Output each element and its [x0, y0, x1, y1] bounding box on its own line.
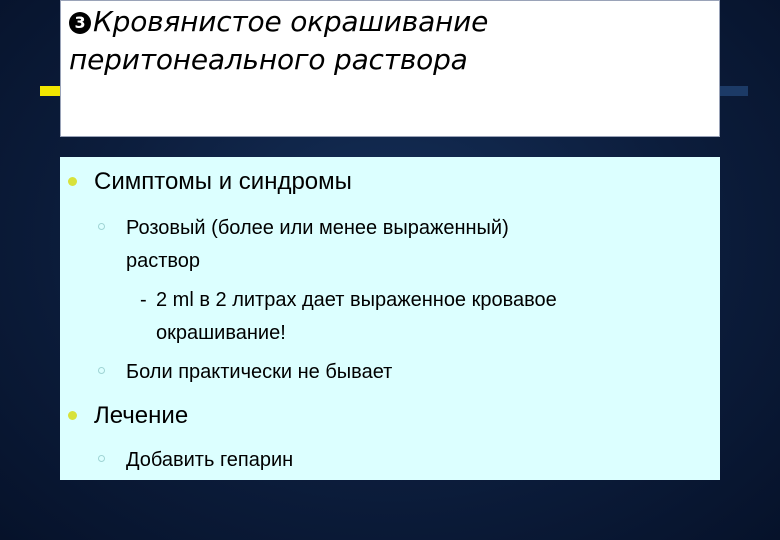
- sub-list-item-text: [156, 284, 696, 350]
- slide-title-line-2: перитонеального раствора: [69, 43, 468, 76]
- level2-bullet-icon: [98, 223, 105, 230]
- level1-bullet-icon: [68, 411, 77, 420]
- accent-bar-right: [720, 86, 748, 96]
- section-heading: Лечение: [94, 402, 189, 429]
- list-item-line-1: Розовый (более или менее выраженный): [126, 217, 509, 239]
- number-badge: 3: [69, 12, 91, 34]
- section-heading: Симптомы и синдромы: [94, 168, 352, 195]
- content-panel: [60, 157, 720, 480]
- list-item-text: Боли практически не бывает: [126, 361, 393, 383]
- level2-bullet-icon: [98, 367, 105, 374]
- accent-bar: [40, 86, 62, 96]
- list-item-text: [126, 212, 686, 278]
- slide-title-text-1: Кровянистое окрашивание: [93, 5, 489, 38]
- list-item-line-2: раствор: [126, 250, 201, 272]
- list-item-text: Добавить гепарин: [126, 449, 294, 471]
- title-panel: [60, 0, 720, 137]
- level1-bullet-icon: [68, 177, 77, 186]
- slide-title-line-1: [69, 5, 488, 38]
- level2-bullet-icon: [98, 455, 105, 462]
- dash-bullet-icon: -: [140, 289, 147, 311]
- sub-list-item-line-2: окрашивание!: [156, 322, 286, 344]
- sub-list-item-line-1: 2 ml в 2 литрах дает выраженное кровавое: [156, 289, 557, 311]
